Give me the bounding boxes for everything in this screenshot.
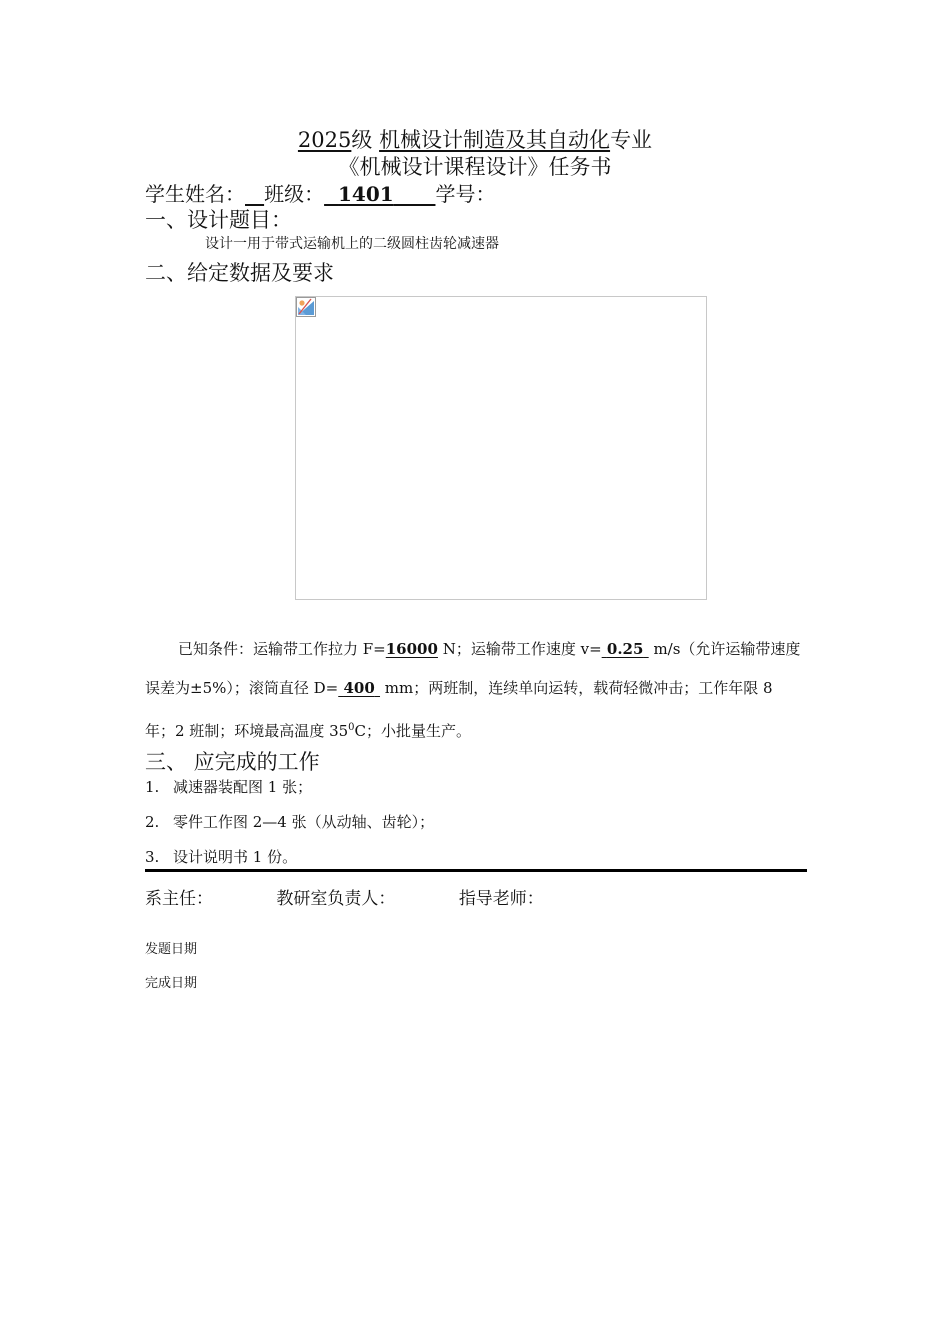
- section2-heading: 二、给定数据及要求: [145, 261, 334, 285]
- requirement-item: [145, 811, 434, 832]
- diameter-value: [338, 679, 380, 697]
- conditions-text-4: mm；两班制，连续单向运转，载荷轻微冲击；工作年限 8 年；2 班制；环境最高温度 35: [145, 679, 773, 740]
- requirement-item: [145, 846, 297, 867]
- major-name: 机械设计制造及其自动化: [379, 128, 611, 152]
- diameter-value-text: 400: [343, 679, 375, 697]
- transmission-diagram-placeholder: [295, 296, 707, 600]
- student-info-line: [145, 178, 495, 207]
- student-name-blank: [245, 182, 264, 206]
- section1-heading: 一、设计题目：: [145, 208, 292, 232]
- requirement-number: 2.: [145, 813, 160, 831]
- section3-heading: 三、 应完成的工作: [145, 750, 320, 774]
- speed-value-text: 0.25: [606, 640, 644, 658]
- grade-year: 2025: [297, 128, 352, 152]
- requirement-text: 零件工作图 2—4 张（从动轴、齿轮）；: [173, 813, 435, 831]
- office-head-label: 教研室负责人：: [276, 889, 396, 909]
- class-label: 班级：: [264, 182, 325, 206]
- requirement-item: [145, 776, 312, 797]
- complete-date-label: 完成日期: [145, 976, 198, 991]
- requirement-text: 设计说明书 1 份。: [173, 848, 298, 866]
- requirement-number: 1.: [145, 778, 160, 796]
- broken-image-icon: [296, 297, 316, 317]
- document-title-line: [0, 124, 950, 154]
- conditions-text-5: C；小批量生产。: [354, 722, 472, 740]
- requirement-text: 减速器装配图 1 张；: [173, 778, 313, 796]
- force-value: 16000: [385, 640, 438, 658]
- class-value-text: 1401: [338, 182, 394, 206]
- design-topic: 设计一用于带式运输机上的二级圆柱齿轮减速器: [205, 236, 499, 252]
- student-name-label: 学生姓名：: [145, 182, 245, 206]
- dept-head-label: 系主任：: [145, 889, 213, 909]
- section-divider: [145, 869, 807, 872]
- speed-value: [602, 640, 649, 658]
- issue-date-label: 发题日期: [145, 942, 198, 957]
- conditions-text-1: 已知条件：运输带工作拉力 F=: [178, 640, 386, 658]
- student-id-label: 学号：: [435, 182, 496, 206]
- degree-superscript: 0: [348, 722, 355, 733]
- document-subtitle: 《机械设计课程设计》任务书: [338, 155, 612, 179]
- conditions-text-3: m/s（允许运输带速度误差为±5%）；滚筒直径 D=: [145, 640, 801, 697]
- advisor-label: 指导老师：: [458, 889, 544, 909]
- conditions-text-2: N；运输带工作速度 v=: [437, 640, 602, 658]
- class-value: [324, 182, 435, 206]
- signature-line: [145, 884, 602, 909]
- given-conditions: [145, 630, 807, 751]
- grade-suffix: 级: [351, 128, 373, 152]
- major-suffix: 专业: [610, 128, 653, 152]
- requirement-number: 3.: [145, 848, 160, 866]
